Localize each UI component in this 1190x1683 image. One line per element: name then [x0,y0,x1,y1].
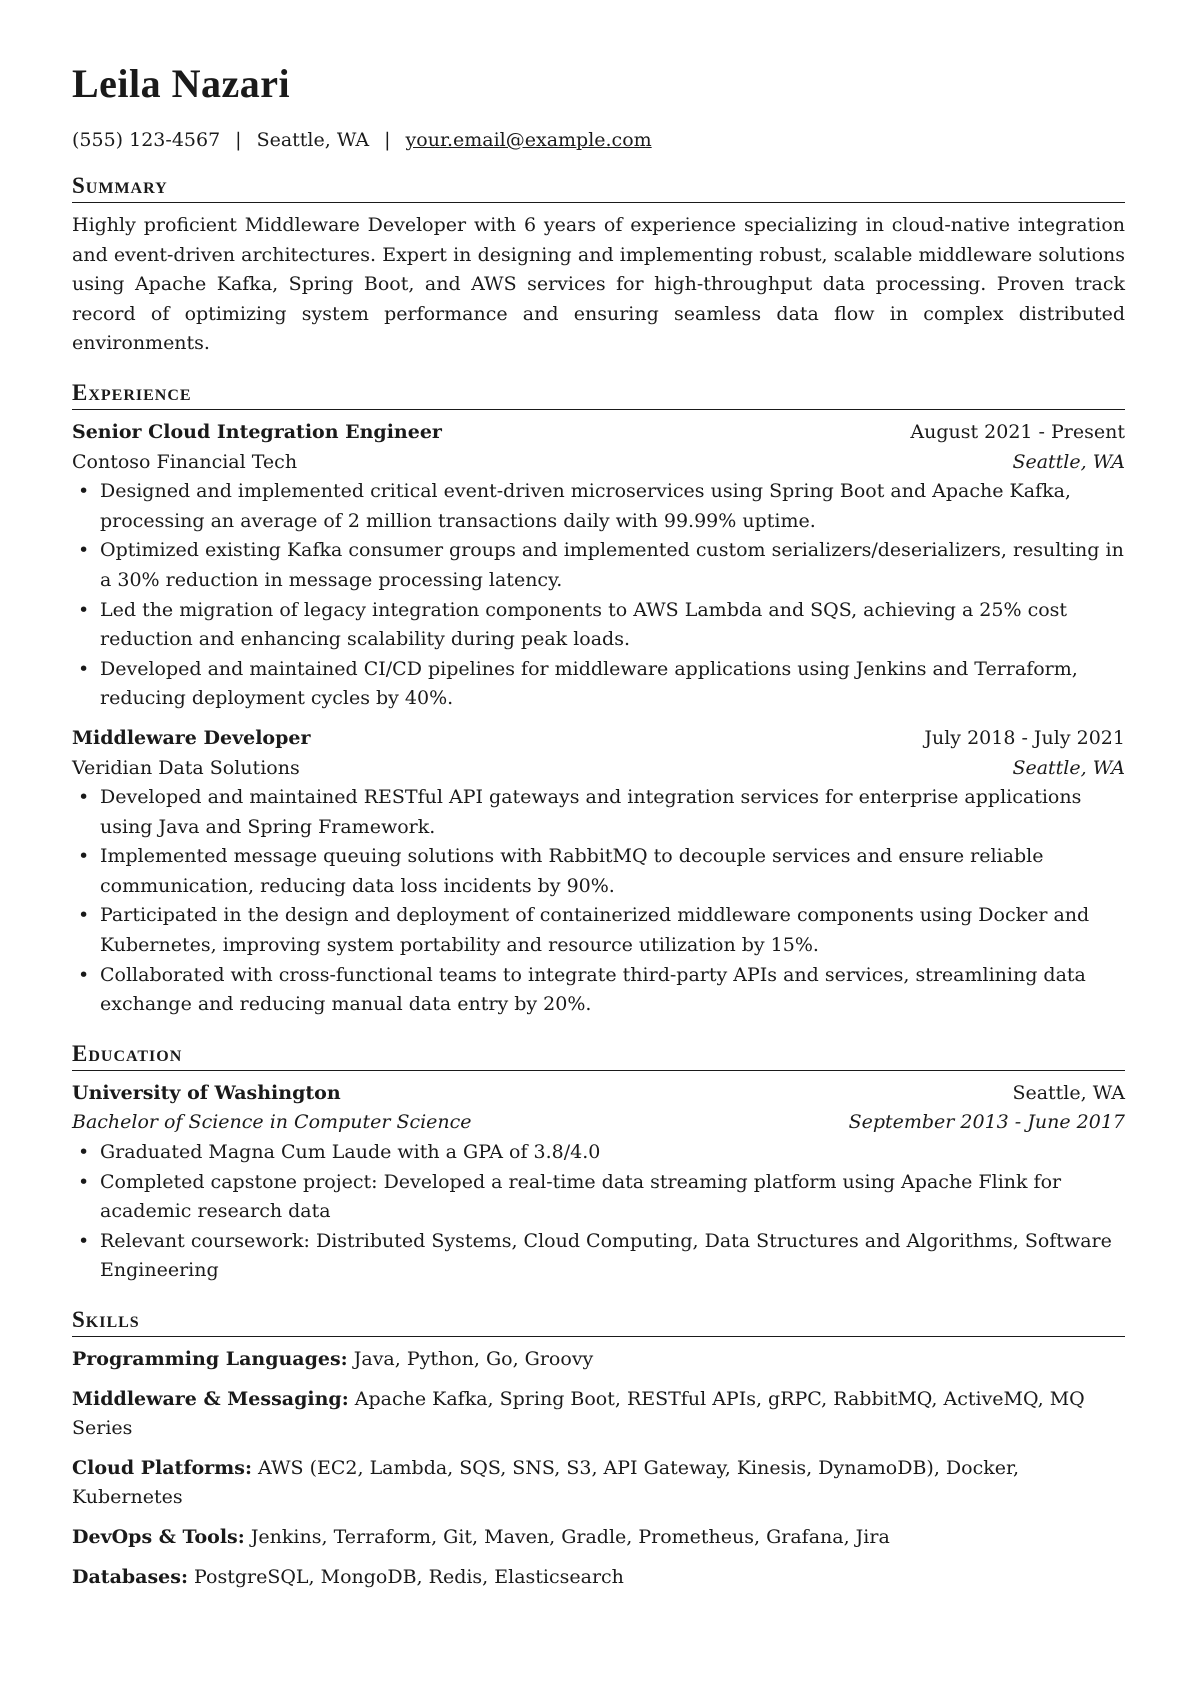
bullet-item: • Designed and implemented critical event-driven microservices using Spring Boot and Apache Kafka, processing an average of 2 million transactions daily with 99.99% uptime. [72,477,1125,536]
bullet-item: • Developed and maintained CI/CD pipelines for middleware applications using Jenkins and Terraform, reducing deployment cycles by 40%. [72,655,1125,714]
skill-value: AWS (EC2, Lambda, SQS, SNS, S3, API Gateway, Kinesis, DynamoDB), Docker, Kubernetes [72,1456,1020,1509]
skill-line [72,1454,1125,1513]
job-entry [72,418,1125,714]
skill-label: Databases: [72,1565,188,1588]
job-location: Seattle, WA [1012,756,1125,779]
email-link[interactable]: your.email@example.com [405,129,652,151]
skill-value: Java, Python, Go, Groovy [353,1348,594,1370]
bullet-dot-icon: • [78,845,90,868]
bullet-dot-icon: • [78,657,90,680]
skill-value: Jenkins, Terraform, Git, Maven, Gradle, Prometheus, Grafana, Jira [250,1525,890,1548]
bullet-dot-icon: • [78,598,90,621]
job-company: Contoso Financial Tech [72,450,298,473]
skill-label: DevOps & Tools: [72,1525,245,1548]
bullet-item: • Collaborated with cross-functional teams to integrate third-party APIs and services, streamlining data exchange and reducing manual data entry by 20%. [72,961,1125,1020]
skill-line [72,1345,1125,1375]
job-role: Senior Cloud Integration Engineer [72,420,442,443]
bullet-item: • Relevant coursework: Distributed Systems, Cloud Computing, Data Structures and Algorithms, Software Engineering [72,1227,1125,1286]
job-subheader [72,448,1125,478]
bullet-item: • Developed and maintained RESTful API gateways and integration services for enterprise applications using Java and Spring Framework. [72,783,1125,842]
education-bullets [72,1138,1125,1286]
education-subheader [72,1108,1125,1138]
resume-page [72,60,1125,1602]
summary-text: Highly proficient Middleware Developer with 6 years of experience specializing in cloud-native integration and event-driven architectures. Expert in designing and implementing robust, scalable middleware solutions using Apache Kafka, Spring Boot, and AWS services for high-throughput data processing. Proven track record of optimizing system performance and ensuring seamless data flow in complex distributed environments. [72,214,1125,355]
degree-name: Bachelor of Science in Computer Science [72,1111,472,1134]
bullet-item: • Participated in the design and deployment of containerized middleware components using Docker and Kubernetes, improving system portability and resource utilization by 15%. [72,901,1125,960]
bullet-item: • Implemented message queuing solutions with RabbitMQ to decouple services and ensure reliable communication, reducing data loss incidents by 90%. [72,842,1125,901]
phone-number: (555) 123-4567 [72,129,221,151]
candidate-name: Leila Nazari [72,61,291,106]
bullet-item: • Optimized existing Kafka consumer groups and implemented custom serializers/deserializers, resulting in a 30% reduction in message processing latency. [72,536,1125,595]
contact-separator: | [235,129,242,151]
job-location: Seattle, WA [1012,450,1125,473]
education-dates: September 2013 - June 2017 [848,1111,1125,1134]
job-header [72,418,1125,448]
section-title-education: Education [72,1040,1125,1071]
job-entry [72,724,1125,1020]
bullet-dot-icon: • [78,904,90,927]
skill-line [72,1385,1125,1444]
job-bullets [72,477,1125,714]
skill-label: Middleware & Messaging: [72,1387,349,1410]
job-dates: August 2021 - Present [910,420,1125,443]
location: Seattle, WA [256,129,370,151]
bullet-dot-icon: • [78,1170,90,1193]
skill-value: PostgreSQL, MongoDB, Redis, Elasticsearch [194,1565,624,1588]
job-role: Middleware Developer [72,726,311,749]
skill-label: Cloud Platforms: [72,1456,252,1479]
skill-line [72,1563,1125,1593]
job-subheader [72,754,1125,784]
school-name: University of Washington [72,1081,341,1104]
bullet-dot-icon: • [78,786,90,809]
job-dates: July 2018 - July 2021 [924,726,1125,749]
bullet-item: • Completed capstone project: Developed a real-time data streaming platform using Apache Flink for academic research data [72,1168,1125,1227]
school-location: Seattle, WA [1012,1081,1125,1104]
education-header [72,1079,1125,1109]
bullet-dot-icon: • [78,480,90,503]
section-title-summary: Summary [72,172,1125,203]
job-company: Veridian Data Solutions [72,756,300,779]
section-title-experience: Experience [72,379,1125,410]
skill-line [72,1523,1125,1553]
bullet-dot-icon: • [78,1229,90,1252]
contact-separator: | [384,129,391,151]
skill-value: Apache Kafka, Spring Boot, RESTful APIs, gRPC, RabbitMQ, ActiveMQ, MQ Series [72,1387,1085,1440]
contact-line [72,128,1125,152]
skill-label: Programming Languages: [72,1348,348,1370]
bullet-item: • Graduated Magna Cum Laude with a GPA of 3.8/4.0 [72,1138,1125,1168]
section-title-skills: Skills [72,1306,1125,1337]
bullet-dot-icon: • [78,963,90,986]
bullet-item: • Led the migration of legacy integration components to AWS Lambda and SQS, achieving a 25% cost reduction and enhancing scalability during peak loads. [72,596,1125,655]
bullet-dot-icon: • [78,1141,90,1164]
bullet-dot-icon: • [78,539,90,562]
job-bullets [72,783,1125,1020]
job-header [72,724,1125,754]
